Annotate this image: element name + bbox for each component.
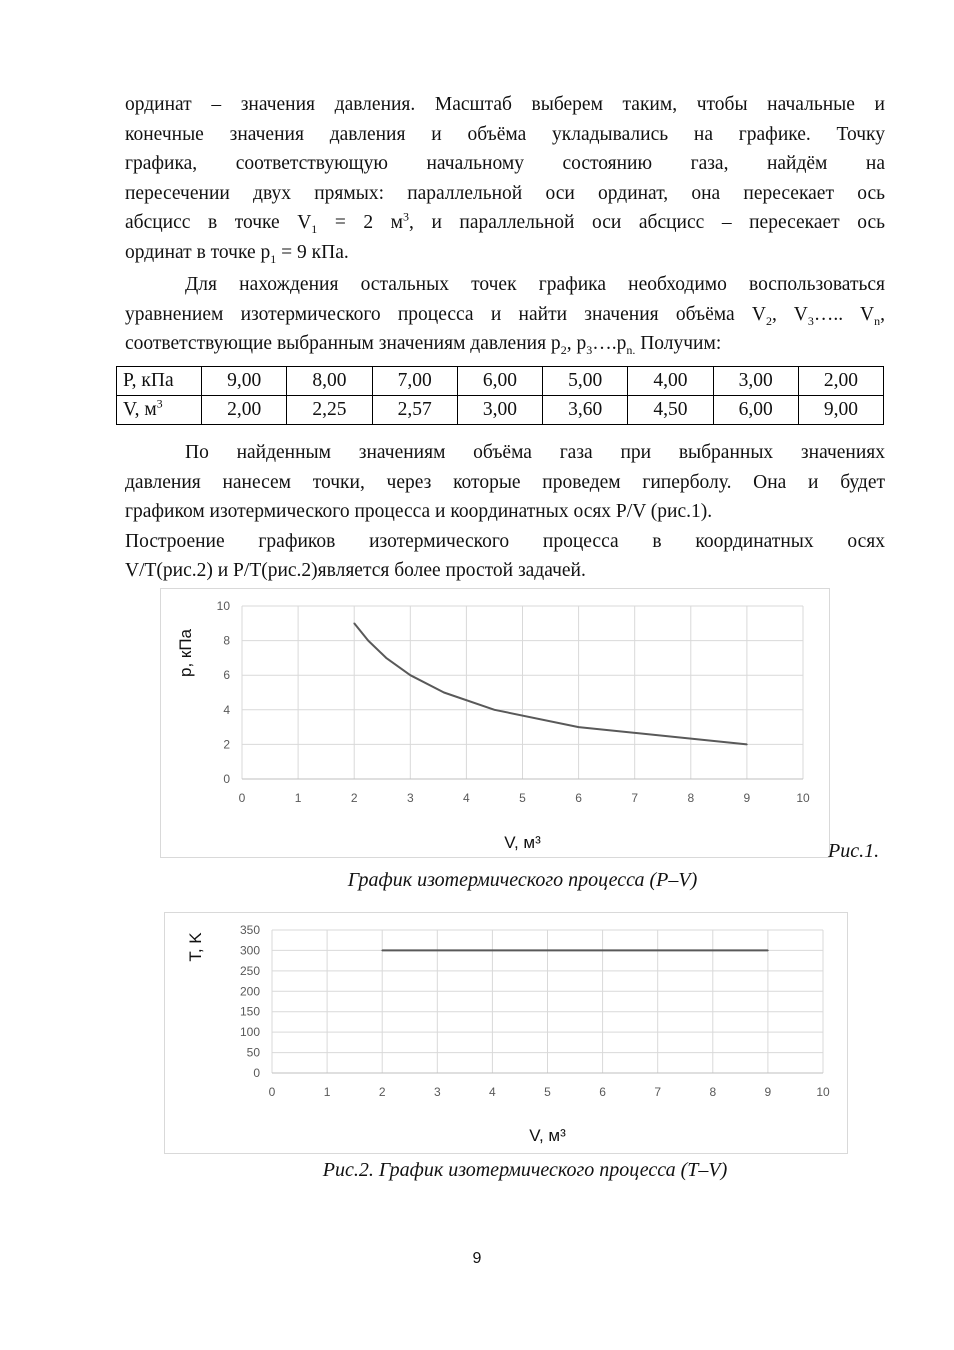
p2-l2-s2: 3 <box>807 313 814 328</box>
p3-line-3: графиком изотермического процесса и координатных осях P/V (рис.1). <box>125 501 713 522</box>
p2-l2-s1: 2 <box>766 313 772 328</box>
figure-1-frame <box>160 588 830 858</box>
paragraph-1 <box>125 90 885 267</box>
x-tick-label: 2 <box>378 1085 386 1099</box>
p1-line-4: пересечении двух прямых: параллельной оси ординат, она пересекает ось <box>125 182 885 204</box>
table-cell: 6,00 <box>713 396 798 425</box>
figure-2-caption: Рис.2. График изотермического процесса (T–V) <box>322 1159 728 1181</box>
data-point <box>767 950 769 952</box>
table-cell: 8,00 <box>287 367 372 396</box>
p1-line-5 <box>125 208 885 238</box>
y-tick-label: 250 <box>239 963 260 978</box>
y-tick-label: 150 <box>239 1004 260 1019</box>
p1-l5-a: абсцисс в точке V <box>125 212 312 233</box>
p3-line-5: V/T(рис.2) и P/T(рис.2)является более простой задачей. <box>125 560 586 581</box>
x-tick-label: 1 <box>294 791 302 805</box>
x-tick-label: 0 <box>238 791 246 805</box>
p2-l3-d: Получим: <box>635 333 722 354</box>
p2-l3-b: , p <box>566 333 587 354</box>
p2-line-1: Для нахождения остальных точек графика необходимо воспользоваться <box>185 274 885 295</box>
y-tick-label: 0 <box>223 772 230 786</box>
p3-line-1: По найденным значениям объёма газа при выбранных значениях <box>185 442 885 463</box>
data-point <box>410 674 412 676</box>
p2-l3-s2: 3 <box>586 342 593 357</box>
table-cell: 3,00 <box>457 396 542 425</box>
x-tick-label: 5 <box>544 1085 551 1099</box>
table-cell: 2,00 <box>798 367 883 396</box>
x-tick-label: 6 <box>599 1085 606 1099</box>
pv-chart <box>161 589 829 857</box>
p2-l2-d: , <box>880 303 885 325</box>
table-row-pressure <box>117 367 884 396</box>
p1-l5-sub: 1 <box>311 221 318 236</box>
y-tick-label: 4 <box>223 702 230 717</box>
p2-l3-a: соответствующие выбранным значениям давления p <box>125 333 561 354</box>
table-cell: 2,57 <box>372 396 457 425</box>
data-point <box>443 692 445 694</box>
table-cell: 3,60 <box>543 396 628 425</box>
page-number: 9 <box>472 1250 482 1267</box>
p1-l6-sub: 1 <box>270 251 277 266</box>
p2-l2-c: ….. V <box>813 303 875 325</box>
y-tick-label: 200 <box>239 984 260 999</box>
p2-l2-s3: n <box>874 313 881 328</box>
p1-l6-b: = 9 кПа. <box>276 241 349 263</box>
paragraph-2 <box>125 270 885 359</box>
p2-line-3 <box>125 329 885 359</box>
p2-l3-s1: 2 <box>560 342 567 357</box>
table-cell: 9,00 <box>202 367 287 396</box>
p3-line-4: Построение графиков изотермического процесса в координатных осях <box>125 530 885 552</box>
y-tick-label: 8 <box>223 633 230 648</box>
x-axis-title: V, м³ <box>504 833 541 852</box>
table-header-volume <box>117 396 202 425</box>
table-cell: 9,00 <box>798 396 883 425</box>
p1-line-1: ординат – значения давления. Масштаб выберем таким, чтобы начальные и <box>125 94 885 115</box>
vol-header-sup: 3 <box>156 396 163 411</box>
table-cell: 4,00 <box>628 367 713 396</box>
y-tick-label: 350 <box>239 923 260 937</box>
table-cell: 6,00 <box>457 367 542 396</box>
p2-l2-a: уравнением изотермического процесса и найти значения объёма V <box>125 303 766 325</box>
data-point <box>746 744 748 746</box>
series-line <box>354 623 747 744</box>
paragraph-3 <box>125 438 885 586</box>
figure-1-caption: График изотермического процесса (P–V) <box>347 869 698 891</box>
table-cell: 3,00 <box>713 367 798 396</box>
p1-l5-c: , и параллельной оси абсцисс – пересекает ось <box>409 212 885 233</box>
x-tick-label: 4 <box>463 791 470 805</box>
data-point <box>578 726 580 728</box>
table-cell: 4,50 <box>628 396 713 425</box>
p1-l5-sup: 3 <box>403 209 410 224</box>
y-tick-label: 50 <box>246 1045 260 1060</box>
data-point <box>353 623 355 625</box>
x-tick-label: 1 <box>323 1085 331 1099</box>
x-tick-label: 3 <box>406 791 414 805</box>
x-tick-label: 10 <box>796 791 810 805</box>
y-tick-label: 6 <box>223 668 230 683</box>
x-tick-label: 6 <box>575 791 582 805</box>
figure-2-frame <box>164 912 848 1154</box>
data-point <box>385 657 387 659</box>
p2-line-2 <box>125 300 885 330</box>
p1-line-2: конечные значения давления и объёма укладывались на графике. Точку <box>125 123 885 145</box>
x-axis-title: V, м³ <box>529 1126 566 1145</box>
x-tick-label: 4 <box>489 1085 496 1099</box>
table-header-pressure: P, кПа <box>117 367 202 396</box>
table-cell: 2,00 <box>202 396 287 425</box>
x-tick-label: 8 <box>709 1085 717 1099</box>
y-axis-title: p, кПа <box>176 628 195 678</box>
y-tick-label: 300 <box>239 943 260 958</box>
data-point <box>367 640 369 642</box>
data-point <box>494 709 496 711</box>
figure-1-label: Рис.1. <box>828 840 880 862</box>
p1-line-3: графика, соответствующую начальному состоянию газа, найдём на <box>125 153 885 174</box>
table-row-volume <box>117 396 884 425</box>
x-tick-label: 5 <box>519 791 526 805</box>
p3-line-2: давления нанесем точки, через которые проведем гиперболу. Она и будет <box>125 471 885 493</box>
x-tick-label: 0 <box>268 1085 276 1099</box>
x-tick-label: 2 <box>350 791 358 805</box>
table-cell: 2,25 <box>287 396 372 425</box>
x-tick-label: 10 <box>816 1085 830 1099</box>
x-tick-label: 3 <box>433 1085 441 1099</box>
pv-table <box>116 366 884 425</box>
y-axis-title: T, K <box>186 932 205 962</box>
x-tick-label: 9 <box>764 1085 772 1099</box>
p2-l3-c: ….p <box>592 333 627 354</box>
p1-l5-b: = 2 м <box>317 212 404 233</box>
x-tick-label: 9 <box>743 791 751 805</box>
p1-line-6 <box>125 238 885 268</box>
p2-l2-b: , V <box>772 303 808 325</box>
tv-chart <box>165 913 847 1153</box>
x-tick-label: 8 <box>687 791 695 805</box>
y-tick-label: 2 <box>223 737 230 752</box>
y-tick-label: 10 <box>216 599 230 613</box>
table-cell: 5,00 <box>543 367 628 396</box>
p1-l6-a: ординат в точке p <box>125 241 271 263</box>
data-point <box>381 950 383 952</box>
x-tick-label: 7 <box>631 791 639 805</box>
y-tick-label: 100 <box>239 1025 260 1040</box>
x-tick-label: 7 <box>654 1085 662 1099</box>
table-cell: 7,00 <box>372 367 457 396</box>
vol-header-text: V, м <box>123 399 157 420</box>
p2-l3-s3: n. <box>626 342 636 357</box>
y-tick-label: 0 <box>253 1066 260 1080</box>
